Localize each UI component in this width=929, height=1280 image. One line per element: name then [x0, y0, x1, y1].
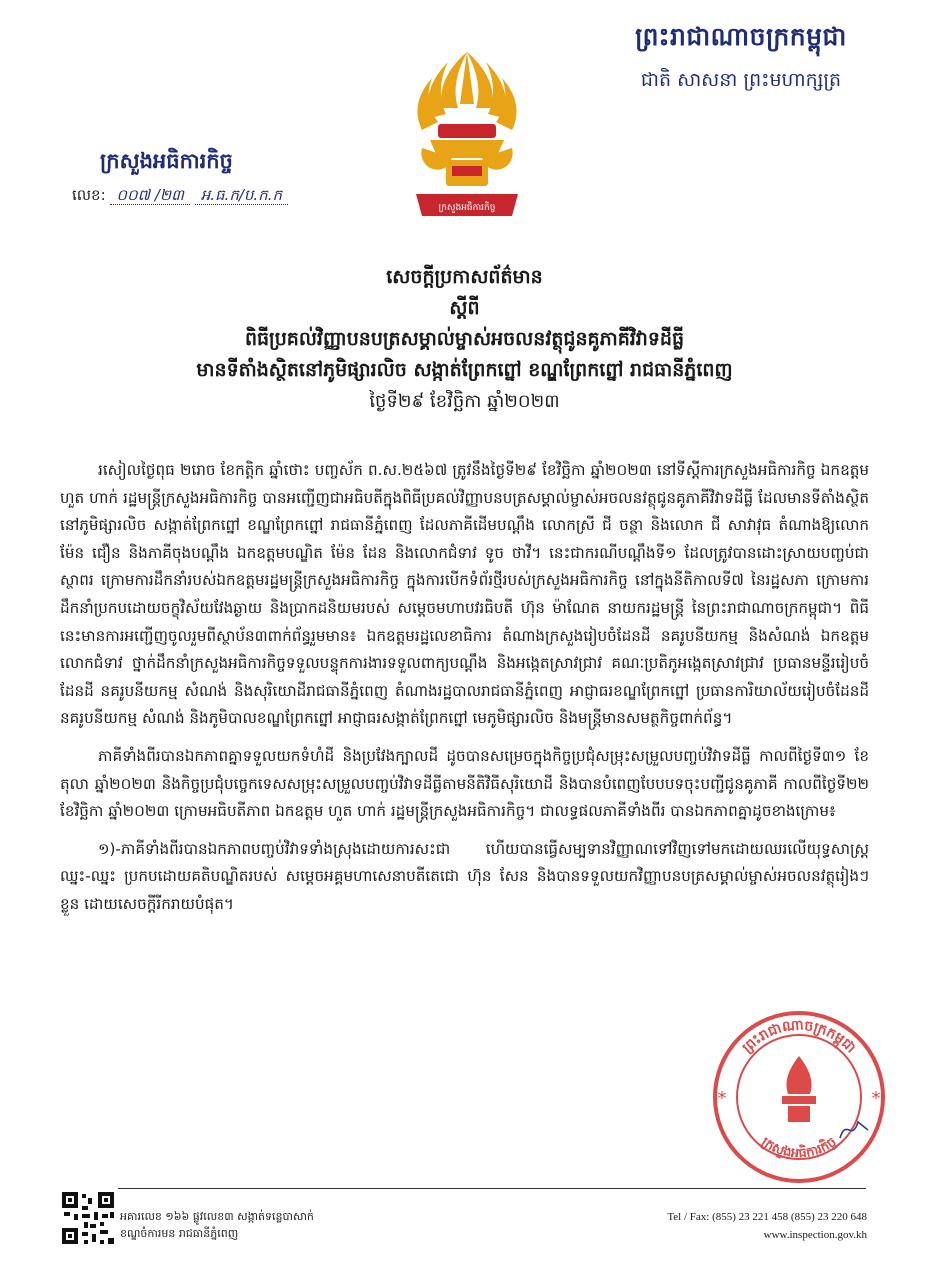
ministry-name: ក្រសួងអធិការកិច្ច [100, 149, 233, 173]
footer-address [120, 1208, 314, 1242]
reference-number [72, 186, 288, 208]
seal-top-text: ព្រះរាជាណាចក្រកម្ពុជា [739, 1017, 859, 1057]
signature-mark-icon [834, 1108, 874, 1148]
ministry-emblem-icon [408, 48, 526, 226]
svg-text:*: * [871, 1088, 881, 1109]
address-line-2: ខណ្ឌចំការមន រាជធានីភ្នំពេញ [120, 1227, 239, 1240]
paragraph-1: រសៀលថ្ងៃពុធ ២រោច ខែកត្ដិក ឆ្នាំថោះ បញ្ចស័ក ព.ស.២៥៦៧ ត្រូវនឹងថ្ងៃទី២៩ ខែវិច្ឆិកា ឆ្នាំ២០២៣ នៅទីស្តីការក្រសួងអធិការកិច្ច ឯកឧត្តម ហួត ហាក់ រដ្ឋមន្ត្រីក្រសួងអធិការកិច្ច បានអញ្ជើញជាអធិបតីក្នុងពិធីប្រគល់វិញ្ញាបនបត្រសម្គាល់ម្ចាស់អចលនវត្ថុជូនគូភាគីវិវាទដីធ្លី ដែលមានទីតាំងស្ថិតនៅភូមិផ្សារលិច សង្កាត់ព្រែកព្នៅ ខណ្ឌព្រែកព្នៅ រាជធានីភ្នំពេញ ដែលភាគីដើមបណ្តឹង លោកស្រី ជី ចន្ថា និងលោក ជី សាវាវុធ តំណាងឱ្យលោក ម៉ែន ជឿន និងភាគីចុងបណ្តឹង ឯកឧត្តមបណ្ឌិត ម៉ែន ដែន និងលោកជំទាវ ទូច ថាវី។ នេះជាករណីបណ្តឹងទី១ ដែលត្រូវបានដោះស្រាយបញ្ចប់ជាស្ថាពរ ក្រោមការដឹកនាំរបស់ឯកឧត្តមរដ្ឋមន្ត្រីក្រសួងអធិការកិច្ច ក្នុងការបើកទំព័រថ្មីរបស់ក្រសួងអធិការកិច្ច នៅក្នុងនីតិកាលទី៧ នៃរដ្ឋសភា ក្រោមការដឹកនាំប្រកបដោយចក្ខុវិស័យវែងឆ្ងាយ និងប្រាកដនិយមរបស់ សម្តេចមហាបវរធិបតី ហ៊ុន ម៉ាណែត នាយករដ្ឋមន្ត្រី នៃព្រះរាជាណាចក្រកម្ពុជា។ ពិធីនេះមានការអញ្ជើញចូលរួមពីស្ថាប័ន៣ពាក់ព័ន្ធរួមមាន៖ ឯកឧត្តមរដ្ឋលេខាធិការ តំណាងក្រសួងរៀបចំដែនដី នគរូបនីយកម្ម និងសំណង់ ឯកឧត្តម លោកជំទាវ ថ្នាក់ដឹកនាំក្រសួងអធិការកិច្ចទទួលបន្ទុកការងារទទួលពាក្យបណ្ដឹង និងអង្កេតស្រាវជ្រាវ គណៈប្រតិភូអង្កេតស្រាវជ្រាវ ប្រធានមន្ទីររៀបចំដែនដី នគរូបនីយកម្ម សំណង់ និងសុរិយោដីរាជធានីភ្នំពេញ តំណាងរដ្ឋបាលរាជធានីភ្នំពេញ អាជ្ញាធរខណ្ឌព្រែកព្នៅ ប្រធានការិយាល័យរៀបចំដែនដី នគរូបនីយកម្ម សំណង់ និងភូមិបាលខណ្ឌព្រែកព្នៅ អាជ្ញាធរសង្កាត់ព្រែកព្នៅ មេភូមិផ្សារលិច និងមន្ត្រីមានសមត្ថកិច្ចពាក់ព័ន្ធ។ [60, 461, 869, 728]
document-body [60, 457, 869, 929]
paragraph-2: ភាគីទាំងពីរបានឯកភាពគ្នាទទួលយកទំហំដី និងប្រវែងក្បាលដី ដូចបានសម្រេចក្នុងកិច្ចប្រជុំសម្រុះសម្រួលបញ្ចប់វិវាទដីធ្លី កាលពីថ្ងៃទី៣១ ខែតុលា ឆ្នាំ២០២៣ និងកិច្ចប្រជុំបច្ចេកទេសសម្រុះសម្រួលបញ្ចប់វិវាទដីធ្លីតាមនីតិវិធីសុរិយោដី និងបានបំពេញបែបបទចុះបញ្ជីជូនគូភាគី កាលពីថ្ងៃទី២២ ខែវិច្ឆិកា ឆ្នាំ២០២៣ ក្រោមអធិបតីភាព ឯកឧត្តម ហួត ហាក់ រដ្ឋមន្ត្រីក្រសួងអធិការកិច្ច។ ជាលទ្ធផលភាគីទាំងពីរ បានឯកភាពគ្នាដូចខាងក្រោម៖ [60, 746, 869, 821]
footer-divider [118, 1188, 866, 1189]
ref-label: លេខ: [72, 186, 106, 204]
svg-text:*: * [717, 1088, 727, 1109]
seal-bottom-text: ក្រសួងអធិការកិច្ច [758, 1134, 840, 1162]
kingdom-header [601, 22, 881, 96]
title-date: ថ្ងៃទី២៩ ខែវិច្ឆិកា ឆ្នាំ២០២៣ [369, 391, 560, 412]
kingdom-name: ព្រះរាជាណាចក្រកម្ពុជា [635, 22, 847, 51]
ref-suffix: អ.ធ.ក/ប.ក.ក [195, 186, 288, 205]
address-line-1: អគារលេខ ១៦៦ ផ្លូវលេខ៣ សង្កាត់ទន្លេបាសាក់ [120, 1210, 314, 1223]
website-link[interactable]: www.inspection.gov.kh [763, 1229, 867, 1241]
national-motto: ជាតិ សាសនា ព្រះមហាក្សត្រ [640, 69, 842, 91]
qr-code-icon[interactable] [60, 1190, 116, 1246]
title-line-1: សេចក្តីប្រកាសព័ត៌មាន [386, 266, 543, 288]
title-line-4: មានទីតាំងស្ថិតនៅភូមិផ្សារលិច សង្កាត់ព្រែកព្នៅ ខណ្ឌព្រែកព្នៅ រាជធានីភ្នំពេញ [196, 359, 733, 381]
svg-text:ក្រសួងអធិការកិច្ច [759, 1135, 840, 1162]
paragraph-3: ១)-ភាគីទាំងពីរបានឯកភាពបញ្ចប់វិវាទទាំងស្រុងដោយការសះជា ហើយបានធ្វើសម្បទានវិញ្ញាណទៅវិញទៅមកដោយឈរលើយុទ្ធសាស្ត្រ ឈ្នះ-ឈ្នះ ប្រកបដោយគតិបណ្ឌិតរបស់ សម្តេចអគ្គមហាសេនាបតីតេជោ ហ៊ុន សែន និងបានទទួលយកវិញ្ញាបនបត្រសម្គាល់ម្ចាស់អចលនវត្ថុរៀងៗខ្លួន ដោយសេចក្តីរីករាយបំផុត។ [60, 839, 869, 913]
document-title [60, 262, 869, 417]
phone-fax: Tel / Fax: (855) 23 221 458 (855) 23 220 648 [667, 1211, 867, 1223]
official-seal-icon [710, 1008, 888, 1186]
ref-number: ០០៧ /២៣ [110, 186, 190, 205]
emblem-ribbon-text: ក្រសួងអធិការកិច្ច [438, 203, 496, 213]
footer-contact [667, 1208, 867, 1244]
title-line-3: ពិធីប្រគល់វិញ្ញាបនបត្រសម្គាល់ម្ចាស់អចលនវត្ថុជូនគូភាគីវិវាទដីធ្លី [244, 328, 685, 350]
title-line-2: ស្តីពី [449, 297, 480, 319]
